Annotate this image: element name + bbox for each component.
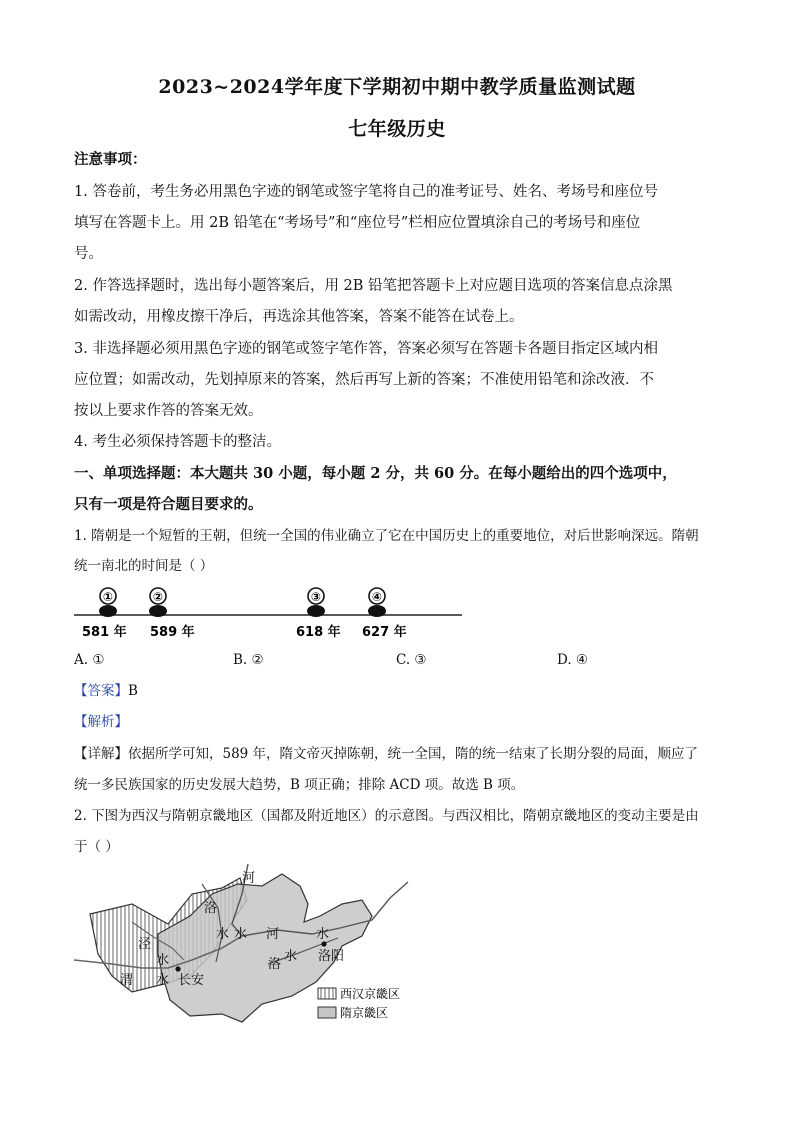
q1-answer xyxy=(74,681,734,701)
map-label: 水 xyxy=(156,973,170,988)
answer-value: B xyxy=(128,683,138,699)
svg-text:618 年: 618 年 xyxy=(296,625,341,640)
timeline-marker xyxy=(82,588,127,640)
q1-option-c: C. ③ xyxy=(396,652,427,668)
notice-line: 号。 xyxy=(74,246,103,262)
q2-map xyxy=(72,864,412,1024)
svg-text:581 年: 581 年 xyxy=(82,625,127,640)
map-label: 河 xyxy=(266,927,280,942)
q1-option-d: D. ④ xyxy=(557,652,589,668)
q1-detail: 统一多民族国家的历史发展大趋势，B 项正确；排除 ACD 项。故选 B 项。 xyxy=(74,777,525,793)
q1-option-b: B. ② xyxy=(233,652,264,668)
changan-dot xyxy=(175,966,180,971)
luoyang-dot xyxy=(321,941,326,946)
notice-line: 2. 作答选择题时，选出每小题答案后，用 2B 铅笔把答题卡上对应题目选项的答案信息点涂黑 xyxy=(74,278,673,294)
q1-stem: 统一南北的时间是（ ） xyxy=(74,558,214,574)
svg-text:西汉京畿区: 西汉京畿区 xyxy=(340,987,401,1001)
map-label: 河 xyxy=(242,871,256,886)
notice-line: 按以上要求作答的答案无效。 xyxy=(74,403,263,419)
svg-text:②: ② xyxy=(152,590,164,604)
notice-line: 填写在答题卡上。用 2B 铅笔在“考场号”和“座位号”栏相应位置填涂自己的考场号和座位 xyxy=(74,215,641,231)
q1-stem: 1. 隋朝是一个短暂的王朝，但统一全国的伟业确立了它在中国历史上的重要地位，对后世影响深远。隋朝 xyxy=(74,528,699,544)
map-label: 水 xyxy=(216,927,230,942)
timeline-marker xyxy=(149,588,195,640)
q1-detail: 【详解】依据所学可知，589 年，隋文帝灭掉陈朝，统一全国，隋的统一结束了长期分裂的局面，顺应了 xyxy=(74,746,699,762)
svg-text:隋京畿区: 隋京畿区 xyxy=(340,1006,389,1020)
q2-stem: 于（ ） xyxy=(74,839,119,855)
timeline-marker xyxy=(362,588,407,640)
map-label: 水 xyxy=(156,953,170,968)
q2-stem: 2. 下图为西汉与隋朝京畿地区（国都及附近地区）的示意图。与西汉相比，隋朝京畿地区的变动主要是由 xyxy=(74,808,699,824)
q1-analysis-label: 【解析】 xyxy=(74,714,128,730)
map-label: 洛 xyxy=(204,901,218,916)
map-legend xyxy=(318,986,400,1020)
exam-subtitle: 七年级历史 xyxy=(348,118,446,140)
map-label: 洛 xyxy=(268,957,282,972)
map-label: 水 xyxy=(284,949,298,964)
answer-label: 【答案】 xyxy=(74,683,128,699)
notice-heading: 注意事项： xyxy=(74,151,147,168)
map-label: 水 xyxy=(234,927,248,942)
notice-line: 如需改动，用橡皮擦干净后，再选涂其他答案，答案不能答在试卷上。 xyxy=(74,309,524,325)
svg-text:③: ③ xyxy=(310,590,322,604)
section-heading: 只有一项是符合题目要求的。 xyxy=(74,496,263,513)
notice-line: 应位置；如需改动，先划掉原来的答案，然后再写上新的答案；不准使用铅笔和涂改液．不 xyxy=(74,372,654,388)
map-label: 泾 xyxy=(138,937,152,952)
svg-text:①: ① xyxy=(102,590,114,604)
map-label: 水 xyxy=(316,927,330,942)
exam-title: 2023~2024学年度下学期初中期中教学质量监测试题 xyxy=(158,76,636,98)
map-label: 渭 xyxy=(120,973,134,988)
notice-line: 3. 非选择题必须用黑色字迹的钢笔或签字笔作答，答案必须写在答题卡各题目指定区域内相 xyxy=(74,341,658,357)
map-label-luoyang: 洛阳 xyxy=(318,949,345,964)
notice-line: 1. 答卷前，考生务必用黑色字迹的钢笔或签字笔将自己的准考证号、姓名、考场号和座位号 xyxy=(74,184,658,200)
timeline-marker xyxy=(296,588,341,640)
q1-timeline xyxy=(70,582,470,644)
notice-line: 4. 考生必须保持答题卡的整洁。 xyxy=(74,434,281,450)
svg-text:④: ④ xyxy=(371,590,383,604)
map-label-changan: 长安 xyxy=(178,973,205,988)
section-heading: 一、单项选择题：本大题共 30 小题，每小题 2 分，共 60 分。在每小题给出的四个选项中， xyxy=(74,465,677,482)
q1-option-a: A. ① xyxy=(74,652,105,668)
svg-text:627 年: 627 年 xyxy=(362,625,407,640)
svg-text:589 年: 589 年 xyxy=(150,625,195,640)
